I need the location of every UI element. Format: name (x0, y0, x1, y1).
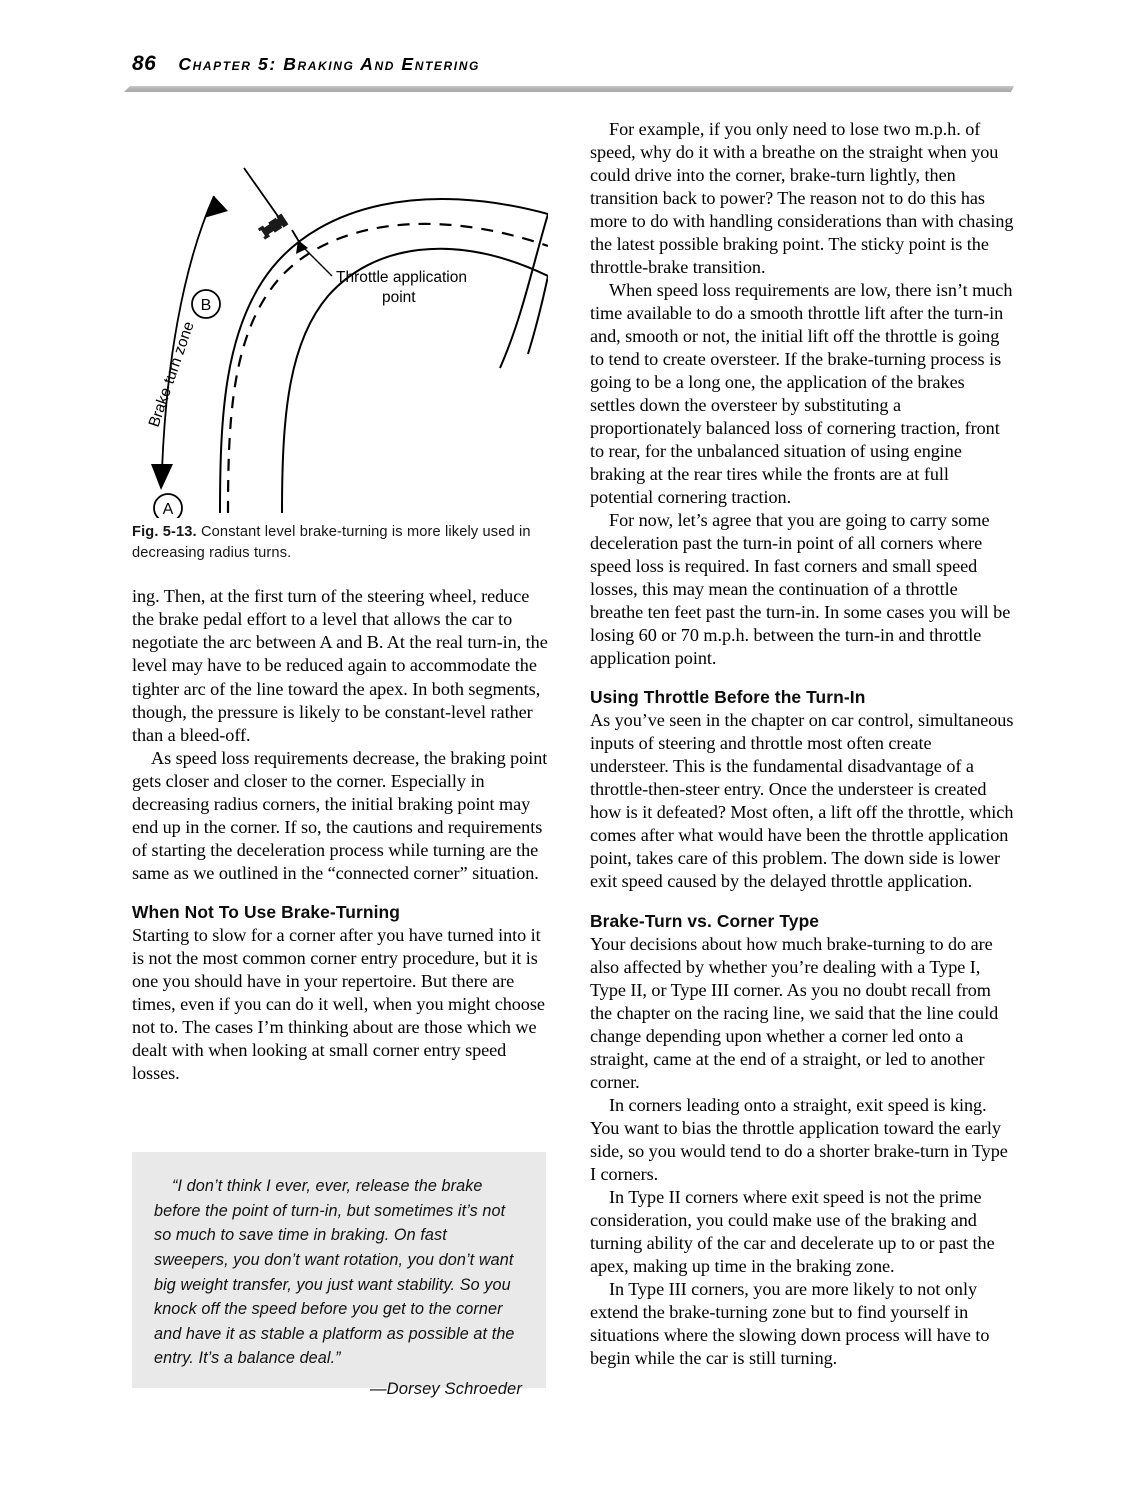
chapter-title: Chapter 5: Braking And Entering (178, 54, 480, 74)
paragraph: Starting to slow for a corner after you have turned into it is not the most common corner entry procedure, but it is one you should have in your repertoire. But there are times, even if you can do it well, when you might choose not to. The cases I’m thinking about are those which we dealt with when looking at small corner entry speed losses. (132, 924, 545, 1083)
track-inner-edge-exit (528, 276, 548, 354)
throttle-arrowhead (296, 240, 308, 254)
label-a-text: A (162, 501, 174, 518)
racing-line-dashed (228, 224, 548, 513)
turn-in-tick (244, 168, 282, 222)
page-number: 86 (132, 52, 157, 75)
track-outer-edge (220, 199, 548, 513)
zone-arrowhead-bottom (151, 464, 173, 490)
paragraph: For example, if you only need to lose two m.p.h. of speed, why do it with a breathe on the straight when you could drive into the corner, brake-turn lightly, then transition back to power? The reason not to do this has more to do with handling considerations than with chasing the latest possible braking point. The sticky point is the throttle-brake transition. (590, 119, 1014, 278)
paragraph: For now, let’s agree that you are going to carry some deceleration past the turn-in point of all corners where speed loss is required. In fast corners and small speed losses, this may mean the continuation of a throttle breathe ten feet past the turn-in. In some cases you will be losing 60 or 70 m.p.h. between the turn-in and throttle application point. (590, 510, 1011, 669)
paragraph: Your decisions about how much brake-turning to do are also affected by whether you’re dealing with a Type I, Type II, or Type III corner. As you no doubt recall from the chapter on the racing line, we said that the line could change depending upon whether a corner led onto a straight, came at the end of a straight, or led to another corner. (590, 933, 999, 1092)
throttle-label-line1: Throttle application (336, 269, 467, 286)
figure-diagram (132, 118, 548, 518)
car-icon (258, 213, 289, 239)
subheading-brake-turn-vs-corner-type: Brake-Turn vs. Corner Type (590, 910, 820, 931)
pull-quote-box (132, 1152, 546, 1398)
figure-caption-text: Constant level brake-turning is more likely used in decreasing radius turns. (132, 524, 531, 561)
subheading-when-not-to-use: When Not To Use Brake-Turning (132, 901, 400, 922)
paragraph: In Type II corners where exit speed is not the prime consideration, you could make use of the braking and turning ability of the car and decelerate up to or past the apex, making up time in the braking zone. (590, 1186, 995, 1276)
paragraph: As speed loss requirements decrease, the braking point gets closer and closer to the corner. Especially in decreasing radius corners, the initial braking point may end up in the corner. If so, the cautions and requirements of starting the deceleration process while turning are the same as we outlined in the “connected corner” situation. (132, 747, 548, 883)
header-rule (124, 86, 1014, 92)
paragraph: As you’ve seen in the chapter on car control, simultaneous inputs of steering and throttle most often create understeer. This is the fundamental disadvantage of a throttle-then-steer entry. Once the understeer is created how is it defeated? Most often, a lift off the throttle, which comes after what would have been the throttle application point, takes care of this problem. The down side is lower exit speed caused by the delayed throttle application. (590, 710, 1014, 892)
figure-caption-label: Fig. 5-13. (132, 524, 197, 540)
figure-5-13 (132, 118, 548, 518)
paragraph: When speed loss requirements are low, there isn’t much time available to do a smooth throttle lift after the turn-in and, smooth or not, the initial lift off the throttle is going to tend to create oversteer. If the brake-turning process is going to be a long one, the application of the brakes settles down the oversteer by substituting a proportionately balanced loss of cornering traction, front to rear, for the unbalanced situation of using engine braking at the rear tires while the fronts are at full potential cornering traction. (590, 280, 1013, 508)
subheading-using-throttle: Using Throttle Before the Turn-In (590, 687, 866, 708)
pull-quote-text: “I don’t think I ever, ever, release the brake before the point of turn-in, but sometimes it’s not so much to save time in braking. On fast sweepers, you don’t want rotation, you don’t want big weight transfer, you just want stability. So you knock off the speed before you get to the corner and have it as stable a platform as possible at the entry. It’s a balance deal.” (154, 1177, 515, 1368)
left-column (132, 118, 548, 1085)
track-outer-edge-exit (500, 214, 548, 368)
left-body-block (132, 585, 548, 1084)
zone-arrowhead-top (204, 196, 228, 218)
pull-quote-attribution: —Dorsey Schroeder (369, 1379, 522, 1398)
paragraph: In corners leading onto a straight, exit speed is king. You want to bias the throttle application toward the early side, so you would tend to do a shorter brake-turn in Type I corners. (590, 1094, 1008, 1184)
paragraph: In Type III corners, you are more likely to not only extend the brake-turning zone but to find yourself in situations where the slowing down process will have to begin while the car is still turning. (590, 1278, 990, 1368)
label-b-text: B (200, 297, 212, 314)
throttle-label-line2: point (382, 289, 416, 306)
figure-caption (132, 522, 548, 563)
brake-turn-zone-label: Brake-turn zone (145, 319, 198, 430)
paragraph: ing. Then, at the first turn of the steering wheel, reduce the brake pedal effort to a level that allows the car to negotiate the arc between A and B. At the real turn-in, the level may have to be reduced again to accommodate the tighter arc of the line toward the apex. In both segments, though, the pressure is likely to be constant-level rather than a bleed-off. (132, 586, 548, 745)
right-column (590, 118, 1014, 1370)
running-head (132, 52, 1012, 82)
